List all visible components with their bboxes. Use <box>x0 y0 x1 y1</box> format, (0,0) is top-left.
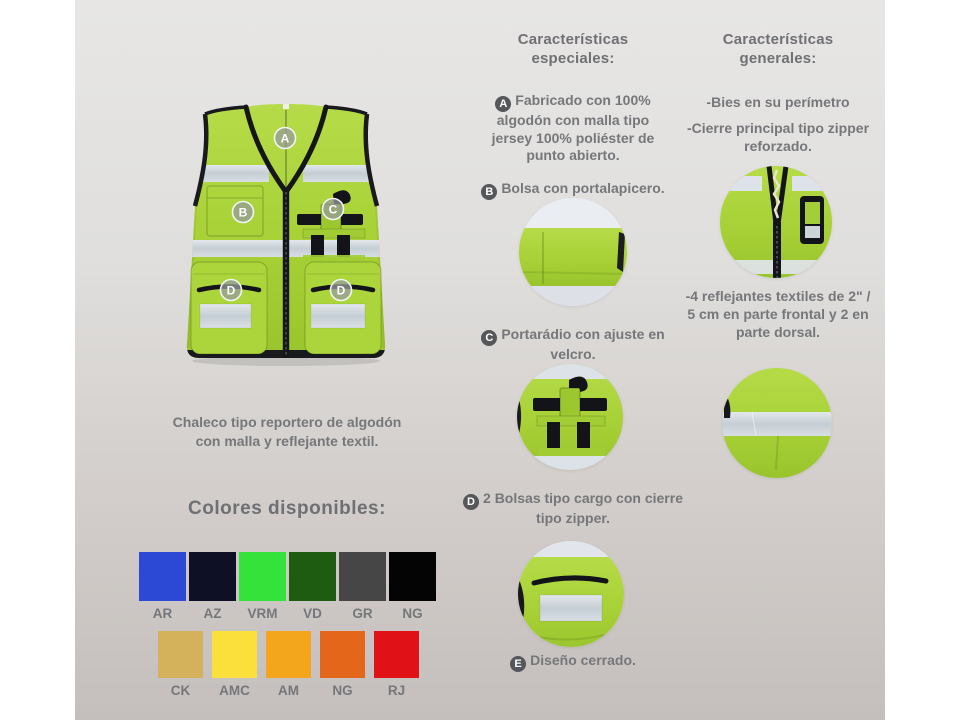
photo-back-reflective-detail <box>722 368 832 478</box>
vest-marker-d-right <box>331 280 352 301</box>
cargo-pocket-right <box>305 262 381 354</box>
color-swatch-ng-orange <box>320 631 365 698</box>
color-swatch-ar <box>139 552 186 621</box>
color-label-ng-orange: NG <box>332 683 353 698</box>
feature-item-a <box>475 92 671 165</box>
cargo-pocket-left <box>191 262 267 354</box>
color-chip-ar <box>139 552 186 601</box>
svg-text:C: C <box>328 202 338 217</box>
feature-text-d: 2 Bolsas tipo cargo con cierre tipo zipper. <box>483 490 683 526</box>
vest-product-image <box>183 104 389 366</box>
color-label-vd: VD <box>303 606 322 621</box>
color-swatch-amc <box>212 631 257 698</box>
color-label-vrm: VRM <box>247 606 278 621</box>
svg-text:D: D <box>226 283 236 298</box>
color-label-amc: AMC <box>219 683 250 698</box>
reflective-stripe-upper-left <box>183 165 269 182</box>
feature-badge-a: A <box>495 96 511 112</box>
color-label-ar: AR <box>152 606 173 621</box>
color-chip-amc <box>212 631 257 678</box>
photo-zipper-detail <box>720 166 832 278</box>
feature-text-e: Diseño cerrado. <box>530 652 636 668</box>
color-label-az: AZ <box>203 606 222 621</box>
vest-marker-d-left <box>221 280 242 301</box>
feature-text-c: Portarádio con ajuste en velcro. <box>501 326 665 362</box>
color-label-am: AM <box>278 683 299 698</box>
vest-marker-a <box>275 128 296 149</box>
color-row-2 <box>158 631 419 698</box>
feature-item-d <box>458 490 688 528</box>
color-row-1 <box>139 552 436 621</box>
color-chip-vrm <box>239 552 286 601</box>
color-chip-rj <box>374 631 419 678</box>
svg-text:B: B <box>238 205 248 220</box>
vest-illustration <box>183 104 389 366</box>
color-label-gr: GR <box>352 606 373 621</box>
reflective-stripe-upper-right <box>303 165 389 182</box>
colors-title: Colores disponibles: <box>188 498 386 519</box>
vest-marker-c <box>323 199 344 220</box>
color-label-ng: NG <box>402 606 423 621</box>
color-label-rj: RJ <box>387 683 406 698</box>
right-column-title: Características generales: <box>722 31 834 67</box>
color-swatch-az <box>189 552 236 621</box>
color-chip-ck <box>158 631 203 678</box>
svg-text:D: D <box>336 283 346 298</box>
color-chip-am <box>266 631 311 678</box>
middle-column-title: Características especiales: <box>517 31 629 67</box>
vest-caption: Chaleco tipo reportero de algodón con malla y reflejante textil. <box>172 414 402 449</box>
color-swatch-vd <box>289 552 336 621</box>
feature-item-b <box>453 180 693 200</box>
svg-text:A: A <box>280 131 290 146</box>
bullet-reflejantes: -4 reflejantes textiles de 2" / 5 cm en parte frontal y 2 en parte dorsal. <box>685 288 871 340</box>
feature-badge-b: B <box>481 184 497 200</box>
color-label-ck: CK <box>170 683 191 698</box>
color-swatch-ng <box>389 552 436 621</box>
photo-cargo-pocket-detail <box>518 541 624 647</box>
color-chip-ng <box>389 552 436 601</box>
color-chip-az <box>189 552 236 601</box>
color-chip-vd <box>289 552 336 601</box>
feature-text-b: Bolsa con portalapicero. <box>501 180 665 196</box>
feature-item-c <box>458 326 688 364</box>
color-chip-ng-orange <box>320 631 365 678</box>
color-swatch-rj <box>374 631 419 698</box>
feature-badge-e: E <box>510 656 526 672</box>
feature-text-a: Fabricado con 100% algodón con malla tipo jersey 100% poliéster de punto abierto. <box>491 92 655 163</box>
color-swatch-am <box>266 631 311 698</box>
photo-pocket-detail <box>519 198 627 306</box>
feature-badge-d: D <box>463 494 479 510</box>
feature-badge-c: C <box>481 330 497 346</box>
color-swatch-vrm <box>239 552 286 621</box>
vest-marker-b <box>233 202 254 223</box>
bullet-cierre-zipper: -Cierre principal tipo zipper reforzado. <box>686 120 870 154</box>
photo-radio-holder-detail <box>517 364 623 470</box>
color-swatch-ck <box>158 631 203 698</box>
color-swatch-gr <box>339 552 386 621</box>
feature-item-e <box>458 652 688 672</box>
color-chip-gr <box>339 552 386 601</box>
bullet-bies-perimetro: -Bies en su perímetro <box>706 94 850 110</box>
